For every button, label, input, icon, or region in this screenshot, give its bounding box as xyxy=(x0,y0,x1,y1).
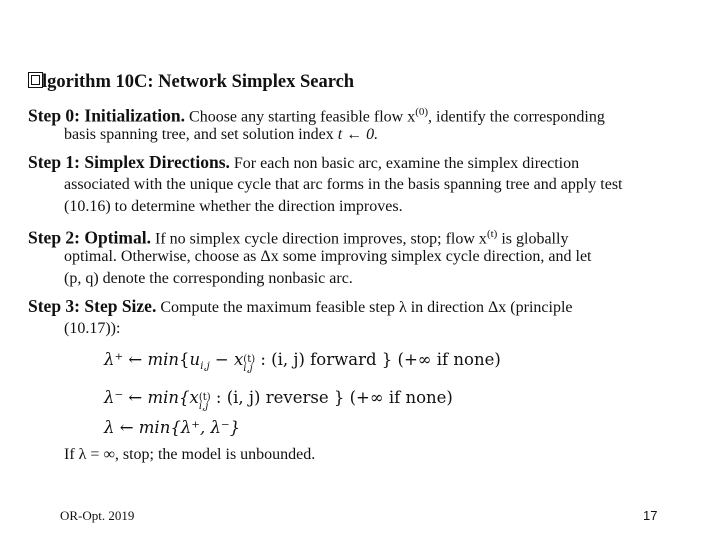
equation-lambda-plus: λ⁺ ← $\min\{u_{i,j} - x(t)$ i,j : (i, j) forward } (+∞ if none) xyxy=(104,350,501,374)
eq1-x-indices xyxy=(243,355,255,373)
eq3: λ ← min{λ⁺, λ⁻} xyxy=(104,418,241,437)
footer-course: OR-Opt. 2019 xyxy=(60,508,135,523)
step-2-line-2: optimal. Otherwise, choose as Δx some improving simplex cycle direction, and let xyxy=(64,248,592,265)
page-number: 17 xyxy=(643,508,658,523)
step-3 xyxy=(28,295,573,319)
placeholder-glyph-icon xyxy=(28,72,43,88)
equation-lambda xyxy=(104,418,240,437)
eq1-x-sup: (t) xyxy=(243,354,256,365)
step-0-text-2: , identify the corresponding xyxy=(428,108,605,126)
step-0-text-4: t ← 0. xyxy=(337,126,379,143)
step-2-line-3: (p, q) denote the corresponding nonbasic arc. xyxy=(64,270,353,287)
step-1-label: Step 1: Simplex Directions. xyxy=(28,152,230,172)
algorithm-title-text: lgorithm 10C: Network Simplex Search xyxy=(42,72,355,92)
algorithm-title xyxy=(28,72,354,93)
equation-lambda-minus xyxy=(104,388,453,411)
eq2-x-indices xyxy=(199,393,211,411)
eq1-u-sub: i,j xyxy=(200,361,210,372)
step-2-label: Step 2: Optimal. xyxy=(28,227,151,248)
x-superscript-t: (t) xyxy=(486,228,498,240)
step-0-label: Step 0: Initialization. xyxy=(28,105,186,126)
eq2-x-sub: i,j xyxy=(198,401,209,412)
x-superscript-0: (0) xyxy=(415,106,429,118)
eq2-x-sup: (t) xyxy=(198,392,211,403)
step-2-text-2: is globally xyxy=(501,230,569,248)
eq1-mid: − x xyxy=(209,350,244,369)
step-1-text-1: For each non basic arc, examine the simplex direction xyxy=(233,155,580,172)
eq1-u: u xyxy=(189,350,201,369)
step-0-text-3: basis spanning tree, and set solution index xyxy=(64,126,334,143)
eq2-rest: : (i, j) reverse } (+∞ if none) xyxy=(210,388,453,407)
step-1-line-3: (10.16) to determine whether the direction improves. xyxy=(64,198,403,215)
step-1-line-2: associated with the unique cycle that arc forms in the basis spanning tree and apply test xyxy=(64,176,623,193)
eq1-x-sub: i,j xyxy=(243,363,253,374)
unbounded-line: If λ = ∞, stop; the model is unbounded. xyxy=(64,446,316,463)
step-2-text-1: If no simplex cycle direction improves, stop; flow x xyxy=(155,230,487,248)
eq2-lhs: λ⁻ ← min{x xyxy=(104,388,199,407)
eq1-lhs: λ⁺ ← min xyxy=(104,350,180,369)
step-3-label: Step 3: Step Size. xyxy=(28,296,157,316)
step-1 xyxy=(28,151,579,175)
step-3-line-2: (10.17)): xyxy=(64,320,121,337)
step-0-text-1: Choose any starting feasible flow x xyxy=(189,108,416,126)
eq1-rest: : (i, j) forward } (+∞ if none) xyxy=(255,350,501,369)
step-3-text-1: Compute the maximum feasible step λ in direction Δx (principle xyxy=(160,299,573,316)
step-0-continued xyxy=(64,124,378,146)
